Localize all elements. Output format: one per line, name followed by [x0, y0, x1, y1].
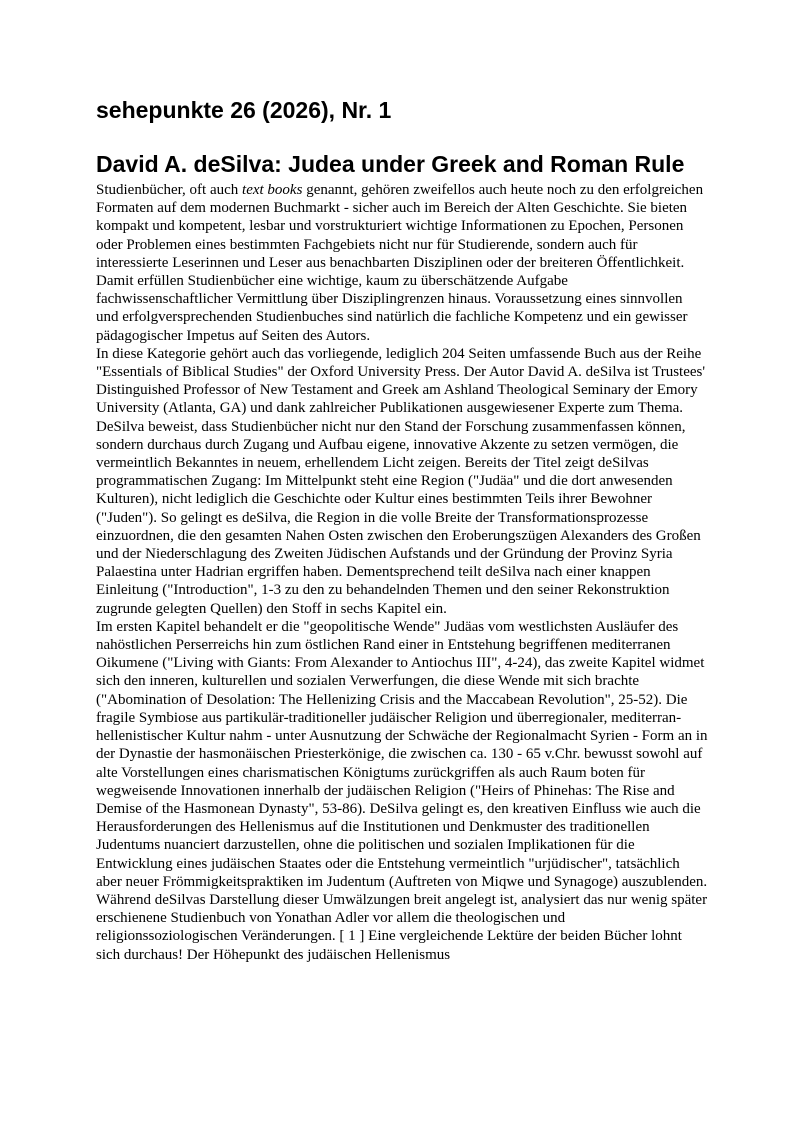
journal-issue-heading: sehepunkte 26 (2026), Nr. 1	[96, 97, 392, 123]
paragraph-3: DeSilva beweist, dass Studienbücher nicht nur den Stand der Forschung zusammenfassen können, sondern durchaus durch Zugang und Aufbau eigene, innovative Akzente zu setzen vermögen, die vermeintlich Bekanntes in neuem, erhellendem Licht zeigen. Bereits der Titel zeigt deSilvas programmatischen Zugang: Im Mittelpunkt steht eine Region ("Judäa" und die dort anwesenden Kulturen), nicht lediglich die Geschichte oder Kultur eines bestimmten Teils ihrer Bewohner ("Juden"). So gelingt es deSilva, die Region in die volle Breite der Transformationsprozesse einzuordnen, die den gesamten Nahen Osten zwischen den Eroberungszügen Alexanders des Großen und der Niederschlagung des Zweiten Jüdischen Aufstands und der Gründung der Provinz Syria Palaestina unter Hadrian ergriffen haben. Dementsprechend teilt deSilva nach einer knappen Einleitung ("Introduction", 1-3 zu den zu behandelnden Themen und den seiner Rekonstruktion zugrunde gelegten Quellen) den Stoff in sechs Kapitel ein.	[96, 418, 701, 617]
paragraph-2: In diese Kategorie gehört auch das vorliegende, lediglich 204 Seiten umfassende Buch aus der Reihe "Essentials of Biblical Studies" der Oxford University Press. Der Autor David A. deSilva ist Trustees' Distinguished Professor of New Testament and Greek am Ashland Theological Seminary der Emory University (Atlanta, GA) und dank zahlreicher Publikationen ausgewiesener Experte zum Thema.	[96, 345, 706, 417]
paragraph-1	[96, 181, 708, 345]
paragraph-1-text-a: Studienbücher, oft auch	[96, 182, 243, 198]
paragraph-1-text-b: genannt, gehören zweifellos auch heute noch zu den erfolgreichen Formaten auf dem modernen Buchmarkt - sicher auch im Bereich der Alten Geschichte. Sie bieten kompakt und kompetent, lesbar und vorstrukturiert wichtige Informationen zu Epochen, Personen oder Problemen eines bestimmten Fachgebiets nicht nur für Studierende, sondern auch für interessierte Leserinnen und Leser aus benachbarten Disziplinen oder der breiteren Öffentlichkeit. Damit erfüllen Studienbücher eine wichtige, kaum zu überschätzende Aufgabe fachwissenschaftlicher Vermittlung über Disziplingrenzen hinaus. Voraussetzung eines sinnvollen und erfolgversprechenden Studienbuches sind natürlich die fachliche Kompetenz und ein gewisser pädagogischer Impetus auf Seiten des Autors.	[96, 182, 704, 344]
article-title: David A. deSilva: Judea under Greek and Roman Rule	[96, 151, 685, 177]
paragraph-1-emphasis: text books	[242, 182, 303, 198]
article-body	[96, 181, 708, 964]
paragraph-4: Im ersten Kapitel behandelt er die "geopolitische Wende" Judäas vom westlichsten Ausläufer des nahöstlichen Perserreichs hin zum östlichen Rand einer in Entstehung begriffenen mediterranen Oikumene ("Living with Giants: From Alexander to Antiochus III", 4-24), das zweite Kapitel widmet sich den inneren, kulturellen und sozialen Verwerfungen, die diese Wende mit sich brachte ("Abomination of Desolation: The Hellenizing Crisis and the Maccabean Revolution", 25-52). Die fragile Symbiose aus partikulär-traditioneller judäischer Religion und überregionaler, mediterran-hellenistischer Kultur nahm - unter Ausnutzung der Schwäche der Regionalmacht Syrien - Form an in der Dynastie der hasmonäischen Priesterkönige, die zwischen ca. 130 - 65 v.Chr. bewusst sowohl auf alte Vorstellungen eines charismatischen Königtums zurückgriffen als auch Raum boten für wegweisende Innovationen innerhalb der judäischen Religion ("Heirs of Phinehas: The Rise and Demise of the Hasmonean Dynasty", 53-86). DeSilva gelingt es, den kreativen Einfluss wie auch die Herausforderungen des Hellenismus auf die Institutionen und Denkmuster des traditionellen Judentums nuanciert darzustellen, ohne die politischen und sozialen Implikationen für die Entwicklung eines judäischen Staates oder die Entstehung vermeintlich "urjüdischer", tatsächlich aber neuer Frömmigkeitspraktiken im Judentum (Auftreten von Miqwe und Synagoge) auszublenden. Während deSilvas Darstellung dieser Umwälzungen breit angelegt ist, analysiert das nur wenig später erschienene Studienbuch von Yonathan Adler vor allem die theologischen und religionssoziologischen Veränderungen. [ 1 ] Eine vergleichende Lektüre der beiden Bücher lohnt sich durchaus! Der Höhepunkt des judäischen Hellenismus	[96, 618, 708, 963]
article	[96, 96, 708, 964]
